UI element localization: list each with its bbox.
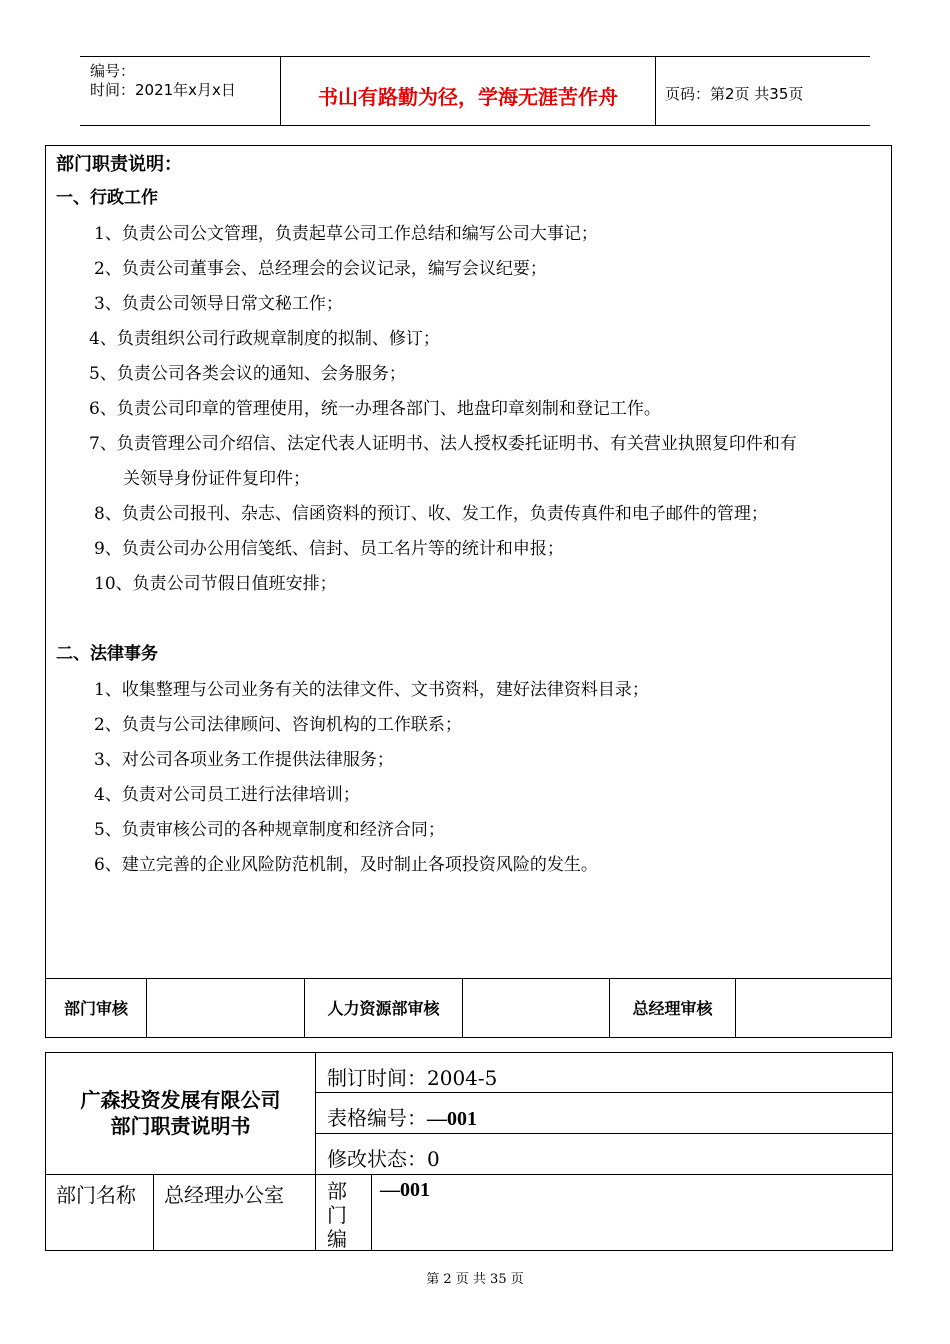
section-heading-admin: 一、行政工作: [56, 188, 158, 208]
duties-box: [45, 145, 892, 1038]
duty-item: 5、负责审核公司的各种规章制度和经济合同；: [94, 820, 445, 840]
company-title-cell: [46, 1053, 316, 1175]
duty-item: 2、负责与公司法律顾问、咨询机构的工作联系；: [94, 715, 462, 735]
dept-code-label: [327, 1179, 347, 1251]
duty-item: 1、负责公司公文管理，负责起草公司工作总结和编写公司大事记；: [94, 224, 598, 244]
header-motto-cell: [280, 57, 656, 125]
duty-item: 3、负责公司领导日常文秘工作；: [94, 294, 343, 314]
dept-name-label-cell: [46, 1175, 154, 1250]
section-heading-legal: 二、法律事务: [56, 644, 158, 664]
dept-code-value-cell: [372, 1175, 892, 1250]
duties-title: 部门职责说明：: [56, 154, 182, 175]
form-info-table: [45, 1052, 893, 1251]
revision-status-row: [316, 1134, 892, 1175]
dept-name-label: 部门名称: [56, 1183, 136, 1207]
form-name: 部门职责说明书: [110, 1114, 251, 1138]
doc-number-label: 编号：: [90, 62, 136, 80]
duty-item: 5、负责公司各类会议的通知、会务服务；: [89, 364, 406, 384]
duty-item: 3、对公司各项业务工作提供法律服务；: [94, 750, 394, 770]
dept-name-value-cell: [154, 1175, 316, 1250]
dept-code-label-char: 门: [327, 1203, 347, 1227]
duty-item-continued: 关领导身份证件复印件；: [123, 469, 310, 489]
dept-code-label-cell: [316, 1175, 372, 1250]
hr-review-label: 人力资源部审核: [305, 979, 463, 1038]
duty-item: 1、收集整理与公司业务有关的法律文件、文书资料，建好法律资料目录；: [94, 680, 649, 700]
duty-item: 9、负责公司办公用信笺纸、信封、员工名片等的统计和申报；: [94, 539, 564, 559]
gm-review-label: 总经理审核: [610, 979, 736, 1038]
revision-time: 制订时间：2004-5: [327, 1066, 498, 1090]
gm-review-signature-cell[interactable]: [736, 979, 891, 1038]
dept-code-value: —001: [380, 1179, 430, 1201]
duty-item: 10、负责公司节假日值班安排；: [94, 574, 337, 594]
duty-item: 4、负责组织公司行政规章制度的拟制、修订；: [89, 329, 440, 349]
form-number-label: 表格编号：: [327, 1106, 427, 1130]
dept-review-signature-cell[interactable]: [147, 979, 305, 1038]
company-name: 广森投资发展有限公司: [80, 1088, 281, 1112]
duty-item: 6、建立完善的企业风险防范机制，及时制止各项投资风险的发生。: [94, 855, 598, 875]
page-footer: 第 2 页 共 35 页: [426, 1272, 524, 1287]
header-page-info: 页码：第2页 共35页: [665, 85, 804, 103]
form-number-value: —001: [427, 1108, 477, 1130]
duty-item: 2、负责公司董事会、总经理会的会议记录，编写会议纪要；: [94, 259, 547, 279]
form-number-row: [316, 1093, 892, 1134]
header-meta: [80, 57, 280, 125]
form-number: [327, 1102, 477, 1131]
revision-time-row: [316, 1053, 892, 1093]
dept-code-label-char: 部: [327, 1179, 347, 1203]
doc-time-label: 时间：2021年x月x日: [90, 81, 236, 99]
duty-item: 7、负责管理公司介绍信、法定代表人证明书、法人授权委托证明书、有关营业执照复印件和有: [89, 434, 797, 454]
duty-item: 8、负责公司报刊、杂志、信函资料的预订、收、发工作，负责传真件和电子邮件的管理；: [94, 504, 768, 524]
header-page-cell: [655, 57, 870, 125]
page-header: [80, 56, 870, 126]
dept-review-label: 部门审核: [46, 979, 147, 1038]
revision-status: 修改状态：0: [327, 1147, 440, 1171]
duty-item: 6、负责公司印章的管理使用，统一办理各部门、地盘印章刻制和登记工作。: [89, 399, 661, 419]
header-motto: 书山有路勤为径，学海无涯苦作舟: [318, 85, 618, 109]
dept-code-label-char: 编: [327, 1227, 347, 1251]
dept-name-value: 总经理办公室: [164, 1183, 284, 1207]
hr-review-signature-cell[interactable]: [463, 979, 610, 1038]
duty-item: 4、负责对公司员工进行法律培训；: [94, 785, 360, 805]
signoff-row: [46, 978, 891, 1038]
